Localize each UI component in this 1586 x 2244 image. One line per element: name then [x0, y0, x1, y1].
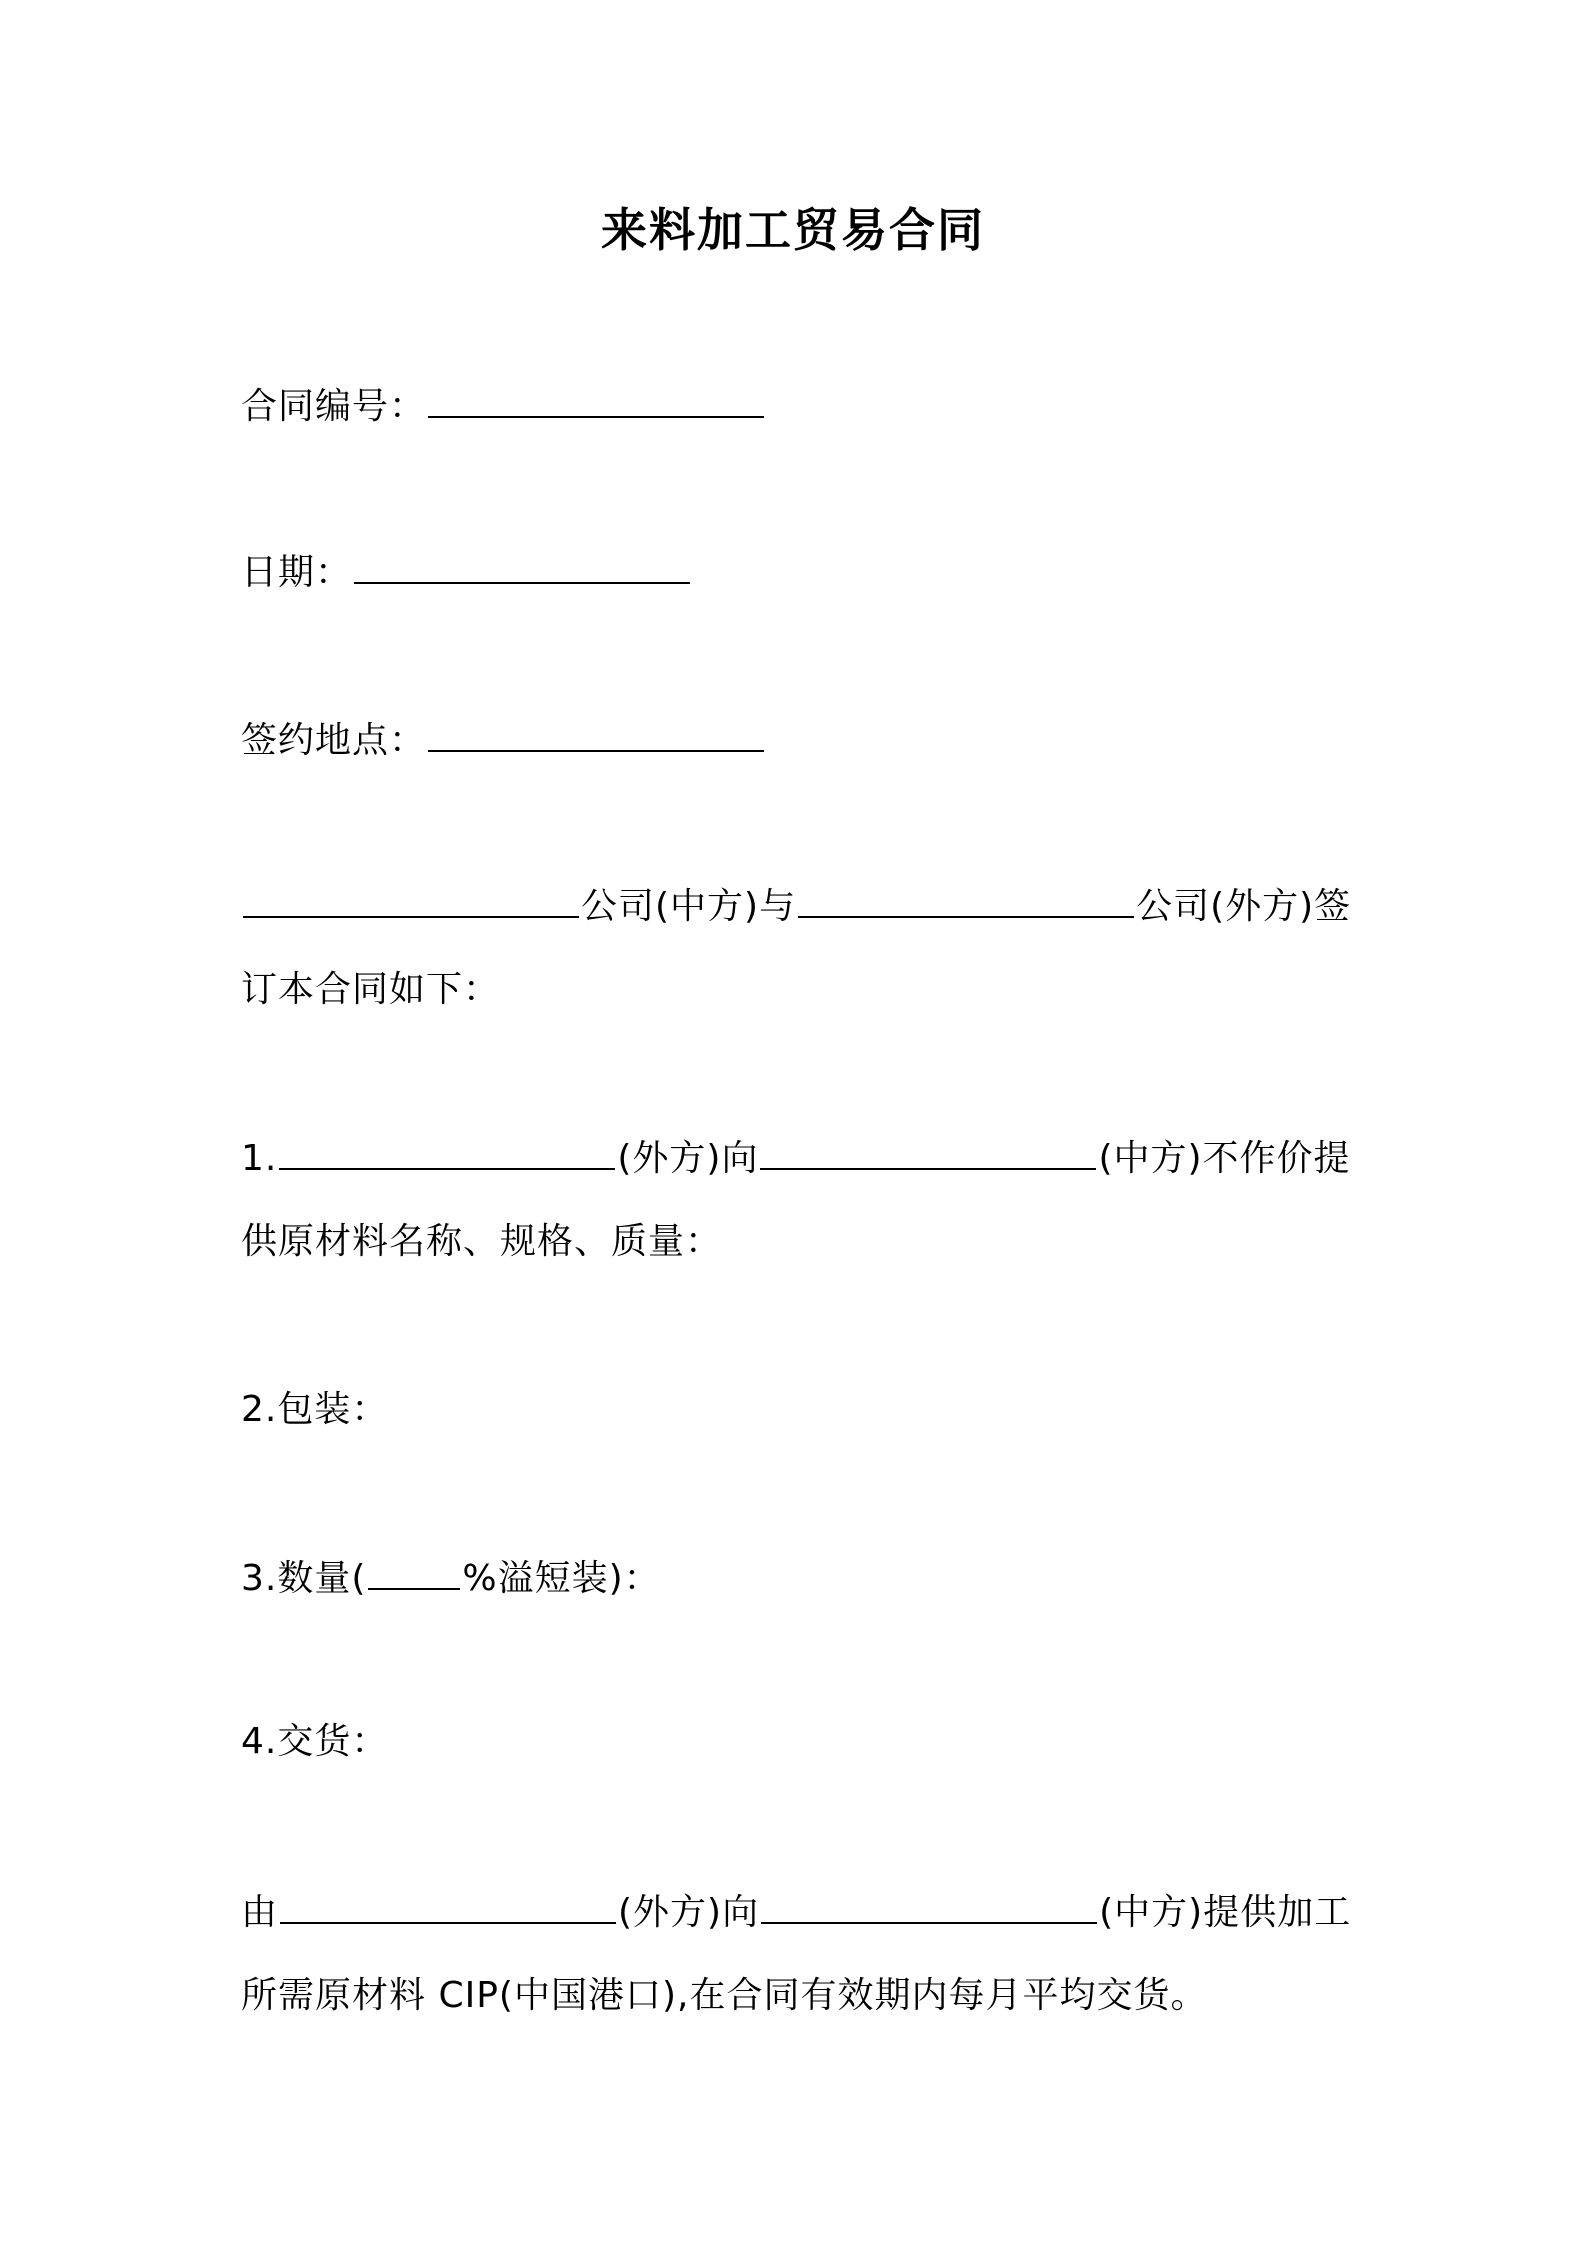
- contract-number-line: [241, 380, 1361, 431]
- clause-2-text: 2.包装：: [241, 1389, 389, 1430]
- clause-1-number: 1.: [241, 1138, 278, 1179]
- delivery-line-2: [241, 1972, 1361, 2020]
- clause-3-percent-blank: [368, 1552, 460, 1590]
- clause-3-line: [241, 1552, 1361, 1603]
- signing-place-blank: [428, 714, 764, 752]
- clause-1-text-a: (外方)向: [617, 1138, 759, 1179]
- date-blank: [354, 546, 690, 584]
- clause-4-line: [241, 1718, 1361, 1766]
- date-line: [241, 546, 1361, 597]
- clause-1-text-c: 供原材料名称、规格、质量：: [241, 1221, 723, 1262]
- clause-1-foreign-blank: [279, 1132, 615, 1170]
- delivery-text-c: (中方)提供加工: [1099, 1892, 1352, 1933]
- delivery-chinese-blank: [761, 1886, 1097, 1924]
- date-label: 日期：: [241, 552, 353, 593]
- clause-2-line: [241, 1386, 1361, 1434]
- delivery-line-1: [241, 1886, 1361, 1937]
- delivery-text-a: 由: [241, 1892, 279, 1933]
- foreign-party-blank: [798, 880, 1134, 918]
- clause-3-text-a: 3.数量(: [241, 1558, 367, 1599]
- delivery-foreign-blank: [280, 1886, 616, 1924]
- contract-number-blank: [428, 380, 764, 418]
- clause-1-chinese-blank: [760, 1132, 1096, 1170]
- signing-place-label: 签约地点：: [241, 720, 427, 761]
- clause-1-text-b: (中方)不作价提: [1098, 1138, 1351, 1179]
- delivery-text-b: (外方)向: [618, 1892, 760, 1933]
- parties-line-2: [241, 966, 1361, 1014]
- parties-text-a: 公司(中方)与: [581, 886, 797, 927]
- parties-text-c: 订本合同如下：: [241, 969, 501, 1010]
- document-title: 来料加工贸易合同: [601, 203, 985, 257]
- contract-number-label: 合同编号：: [241, 386, 427, 427]
- clause-1-line-2: [241, 1218, 1361, 1266]
- delivery-text-d: 所需原材料 CIP(中国港口),在合同有效期内每月平均交货。: [241, 1975, 1208, 2016]
- clause-1-line-1: [241, 1132, 1361, 1183]
- signing-place-line: [241, 714, 1361, 765]
- parties-line-1: [241, 880, 1361, 931]
- parties-text-b: 公司(外方)签: [1136, 886, 1352, 927]
- chinese-party-blank: [243, 880, 579, 918]
- clause-3-text-b: %溢短装)：: [462, 1558, 661, 1599]
- clause-4-text: 4.交货：: [241, 1721, 389, 1762]
